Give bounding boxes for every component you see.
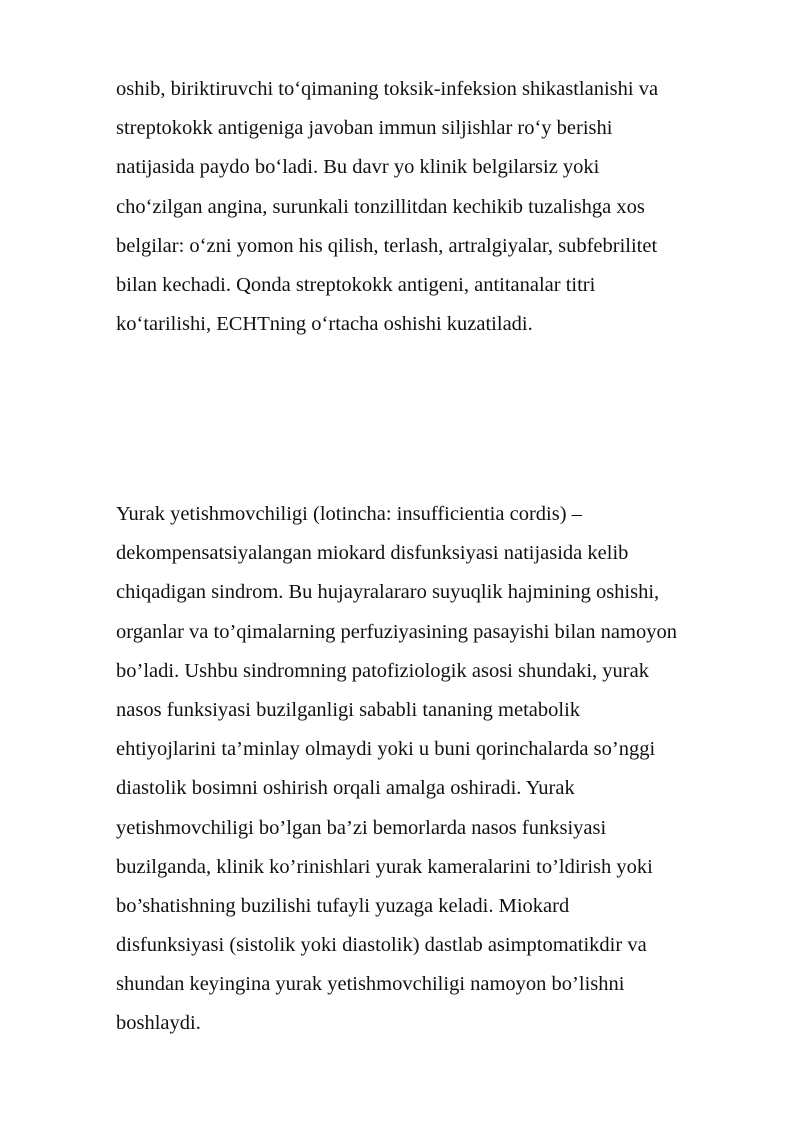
text-line: oshib, biriktiruvchi to‘qimaning toksik-infeksion shikastlanishi va (116, 78, 659, 100)
text-line: boshlaydi. (116, 1012, 201, 1035)
text-line: diastolik bosimni oshirish orqali amalga oshiradi. Yurak (116, 777, 575, 800)
text-line: buzilganda, klinik ko’rinishlari yurak kameralarini to’ldirish yoki (116, 855, 653, 878)
text-line: streptokokk antigeniga javoban immun siljishlar ro‘y berishi (116, 117, 613, 140)
text-line: shundan keyingina yurak yetishmovchiligi namoyon bo’lishni (116, 973, 625, 996)
text-line: dekompensatsiyalangan miokard disfunksiyasi natijasida kelib (116, 542, 629, 565)
paragraph-heart-failure (116, 495, 677, 1044)
text-line: belgilar: o‘zni yomon his qilish, terlash, artralgiyalar, subfebrilitet (116, 234, 658, 257)
text-line: bo’shatishning buzilishi tufayli yuzaga keladi. Miokard (116, 894, 570, 917)
text-line: bilan kechadi. Qonda streptokokk antigeni, antitanalar titri (116, 273, 596, 296)
text-line: organlar va to’qimalarning perfuziyasining pasayishi bilan namoyon (116, 620, 677, 643)
text-line: chiqadigan sindrom. Bu hujayralararo suyuqlik hajmining oshishi, (116, 581, 660, 604)
text-line: ehtiyojlarini ta’minlay olmaydi yoki u buni qorinchalarda so’nggi (116, 738, 656, 761)
paragraph-rheumatism-period (116, 70, 658, 344)
text-line: bo’ladi. Ushbu sindromning patofiziologik asosi shundaki, yurak (116, 659, 649, 682)
text-line: yetishmovchiligi bo’lgan ba’zi bemorlarda nasos funksiyasi (116, 816, 607, 839)
text-line: natijasida paydo bo‘ladi. Bu davr yo klinik belgilarsiz yoki (116, 156, 600, 179)
text-line: cho‘zilgan angina, surunkali tonzillitdan kechikib tuzalishga xos (116, 195, 645, 218)
text-line: Yurak yetishmovchiligi (lotincha: insufficientia cordis) – (116, 503, 582, 525)
text-line: nasos funksiyasi buzilganligi sababli tananing metabolik (116, 698, 581, 721)
text-line: ko‘tarilishi, ECHTning o‘rtacha oshishi kuzatiladi. (116, 313, 533, 336)
text-line: disfunksiyasi (sistolik yoki diastolik) dastlab asimptomatikdir va (116, 934, 647, 957)
